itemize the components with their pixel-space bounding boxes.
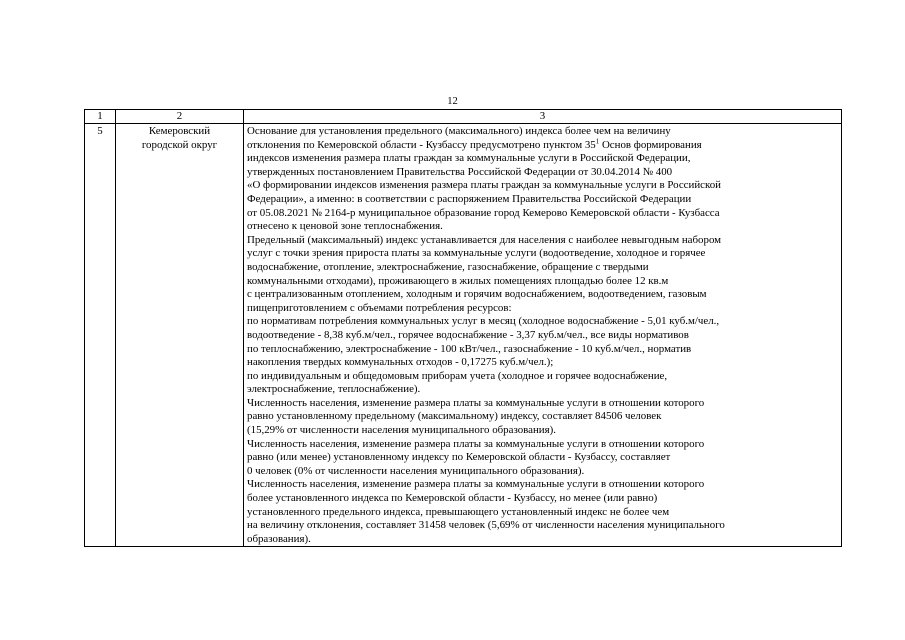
text-line: равно установленному предельному (максимальному) индексу, составляет 84506 человек: [247, 410, 662, 423]
text-line: утвержденных постановлением Правительства Российской Федерации от 30.04.2014 № 400: [247, 165, 673, 178]
text-line: по теплоснабжению, электроснабжение - 100 кВт/чел., газоснабжение - 10 куб.м/чел., норматив: [247, 342, 692, 355]
text-line: [247, 136, 839, 153]
text-line: с централизованным отоплением, холодным и горячим водоснабжением, водоотведением, газовым: [247, 288, 707, 301]
text-line: установленного предельного индекса, превышающего установленный индекс не более чем: [247, 505, 670, 518]
footnote-mark: 1: [595, 136, 600, 145]
text-line: «О формировании индексов изменения размера платы граждан за коммунальные услуги в Российской: [247, 179, 722, 192]
justification-text: [244, 124, 842, 547]
page-number: 12: [447, 96, 458, 107]
text-line: по индивидуальным и общедомовым приборам учета (холодное и горячее водоснабжение,: [247, 369, 668, 382]
text-line-part: Основ формирования: [599, 138, 702, 151]
text-line: от 05.08.2021 № 2164-р муниципальное образование город Кемерово Кемеровской области - Кузбасса: [247, 206, 720, 219]
text-line: электроснабжение, теплоснабжение).: [247, 383, 421, 396]
header-col-3: 3: [244, 110, 842, 124]
text-line: равно (или менее) установленному индексу по Кемеровской области - Кузбассу, составляет: [247, 451, 671, 464]
text-line: Предельный (максимальный) индекс устанавливается для населения с наиболее невыгодным набором: [247, 233, 722, 246]
text-line: (15,29% от численности населения муниципального образования).: [247, 424, 556, 437]
text-line: Численность населения, изменение размера платы за коммунальные услуги в отношении которого: [247, 437, 705, 450]
text-line: отнесено к ценовой зоне теплоснабжения.: [247, 220, 443, 233]
text-line-part: отклонения по Кемеровской области - Кузбассу предусмотрено пунктом 35: [247, 138, 596, 151]
text-line: индексов изменения размера платы граждан за коммунальные услуги в Российской Федерации,: [247, 152, 691, 165]
text-line: на величину отклонения, составляет 31458 человек (5,69% от численности населения муниципального: [247, 519, 725, 532]
text-line: услуг с точки зрения прироста платы за коммунальные услуги (водоотведение, холодное и горячее: [247, 247, 706, 260]
text-line: Численность населения, изменение размера платы за коммунальные услуги в отношении которого: [247, 478, 705, 491]
text-line: накопления твердых коммунальных отходов - 0,17275 куб.м/чел.);: [247, 356, 554, 369]
region-name-line: городской округ: [141, 138, 218, 151]
region-name: [116, 124, 244, 547]
text-line: водоотведение - 8,38 куб.м/чел., горячее водоснабжение - 3,37 куб.м/чел., все виды нормативов: [247, 328, 689, 341]
text-line: коммунальными отходами), проживающего в жилых помещениях площадью более 12 кв.м: [247, 274, 669, 287]
text-line: образования).: [247, 532, 311, 545]
text-line: пищеприготовлением с объемами потребления ресурсов:: [247, 301, 512, 314]
text-line: Численность населения, изменение размера платы за коммунальные услуги в отношении которого: [247, 396, 705, 409]
header-col-1: 1: [85, 110, 116, 124]
text-line: Основание для установления предельного (максимального) индекса более чем на величину: [247, 125, 671, 137]
region-name-line: Кемеровский: [148, 125, 211, 137]
indices-table: [84, 109, 842, 547]
text-line: более установленного индекса по Кемеровской области - Кузбассу, но менее (или равно): [247, 492, 658, 505]
table-header-row: [85, 110, 842, 124]
text-line: по нормативам потребления коммунальных услуг в месяц (холодное водоснабжение - 5,01 куб.м/чел.,: [247, 315, 720, 328]
row-number: 5: [85, 124, 116, 547]
text-line: 0 человек (0% от численности населения муниципального образования).: [247, 464, 585, 477]
text-line: Федерации», а именно: в соответствии с распоряжением Правительства Российской Федерации: [247, 192, 692, 205]
table-row: [85, 124, 842, 547]
text-line: водоснабжение, отопление, электроснабжение, газоснабжение, обращение с твердыми: [247, 260, 649, 273]
header-col-2: 2: [116, 110, 244, 124]
